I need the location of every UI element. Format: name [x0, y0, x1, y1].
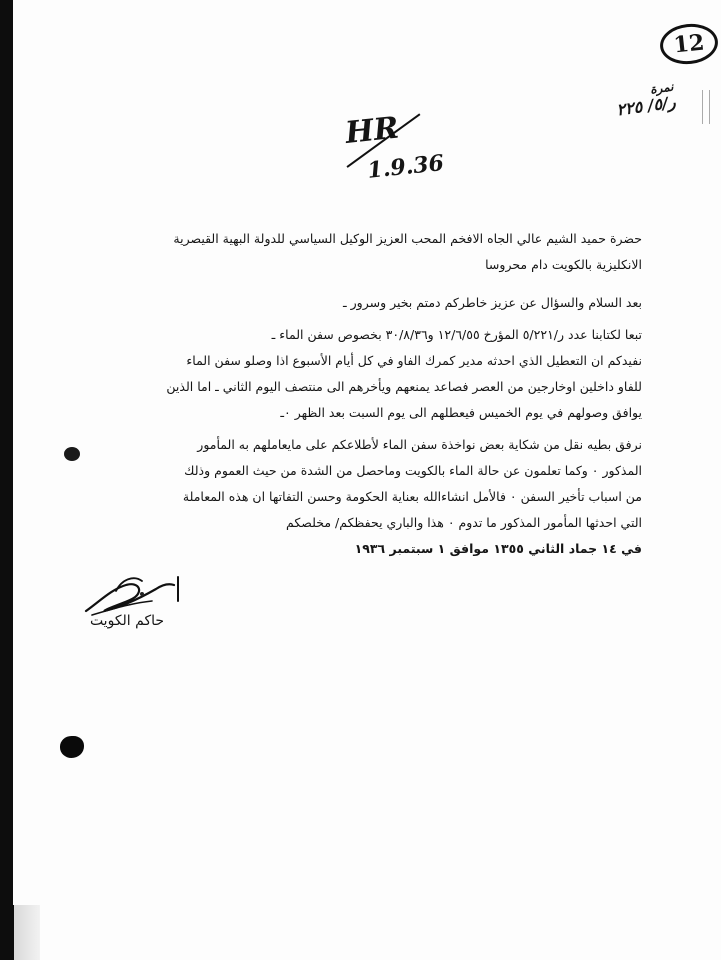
page-number-text: 12	[672, 29, 706, 59]
scan-edge	[0, 0, 13, 960]
received-date: 1.9.36	[366, 149, 446, 184]
address-line: الانكليزية بالكويت دام محروسا	[485, 257, 642, 272]
paragraph-line: تبعا لكتابنا عدد ر/٥/٢٢١ المؤرخ ١٢/٦/٥٥ و٣٠/٨/٣٦ بخصوص سفن الماء ـ	[271, 327, 642, 342]
paragraph-line: من اسباب تأخير السفن ٠ فالأمل انشاءالله بعناية الحكومة وحسن التفاتها ان هذه المعاملة	[182, 489, 642, 504]
paragraph-line: نرفق بطيه نقل من شكاية بعض نواخذة سفن الماء لأطلاعكم على مايعاملهم به المأمور	[197, 437, 642, 452]
greeting-line: بعد السلام والسؤال عن عزيز خاطركم دمتم بخير وسرور ـ	[342, 295, 642, 310]
letter-body	[30, 226, 642, 562]
reference-value: ر/٥/ ٢٢٥	[615, 92, 677, 120]
paragraph-line: المذكور ٠ وكما تعلمون عن حالة الماء بالكويت وماحصل من الشدة من حيث العموم وذلك	[184, 463, 642, 478]
received-annotation	[326, 106, 444, 203]
paragraph-line: للفاو داخلين اوخارجين من العصر فصاعد يمنعهم ويأخرهم الى منتصف اليوم الثاني ـ اما الذين	[166, 379, 642, 394]
reference-label: نمرة	[649, 79, 675, 97]
closing-line: التي احدثها المأمور المذكور ما تدوم ٠ هذا والباري يحفظكم/ مخلصكم	[286, 515, 642, 530]
margin-marks	[698, 90, 714, 130]
ink-blot	[64, 447, 80, 461]
reference-number	[563, 79, 677, 128]
received-initials: HR	[343, 110, 401, 151]
paragraph-line: نفيدكم ان التعطيل الذي احدثه مدير كمرك الفاو في كل أيام الأسبوع اذا وصلو سفن الماء	[186, 353, 642, 368]
page-number	[658, 21, 720, 67]
signatory-title: حاكم الكويت	[89, 613, 165, 629]
ink-blot	[60, 736, 84, 758]
address-line: حضرة حميد الشيم عالي الجاه الافخم المحب العزيز الوكيل السياسي للدولة البهية القيصرية	[173, 231, 642, 246]
date-line: في ١٤ جماد الثاني ١٣٥٥ موافق ١ سبتمبر ١٩٣٦	[354, 541, 642, 556]
paragraph-line: يوافق وصولهم في يوم الخميس فيعطلهم الى يوم السبت بعد الظهر ٠ـ	[280, 405, 642, 420]
scan-edge-corner	[0, 905, 40, 960]
scan-speck	[140, 592, 144, 596]
